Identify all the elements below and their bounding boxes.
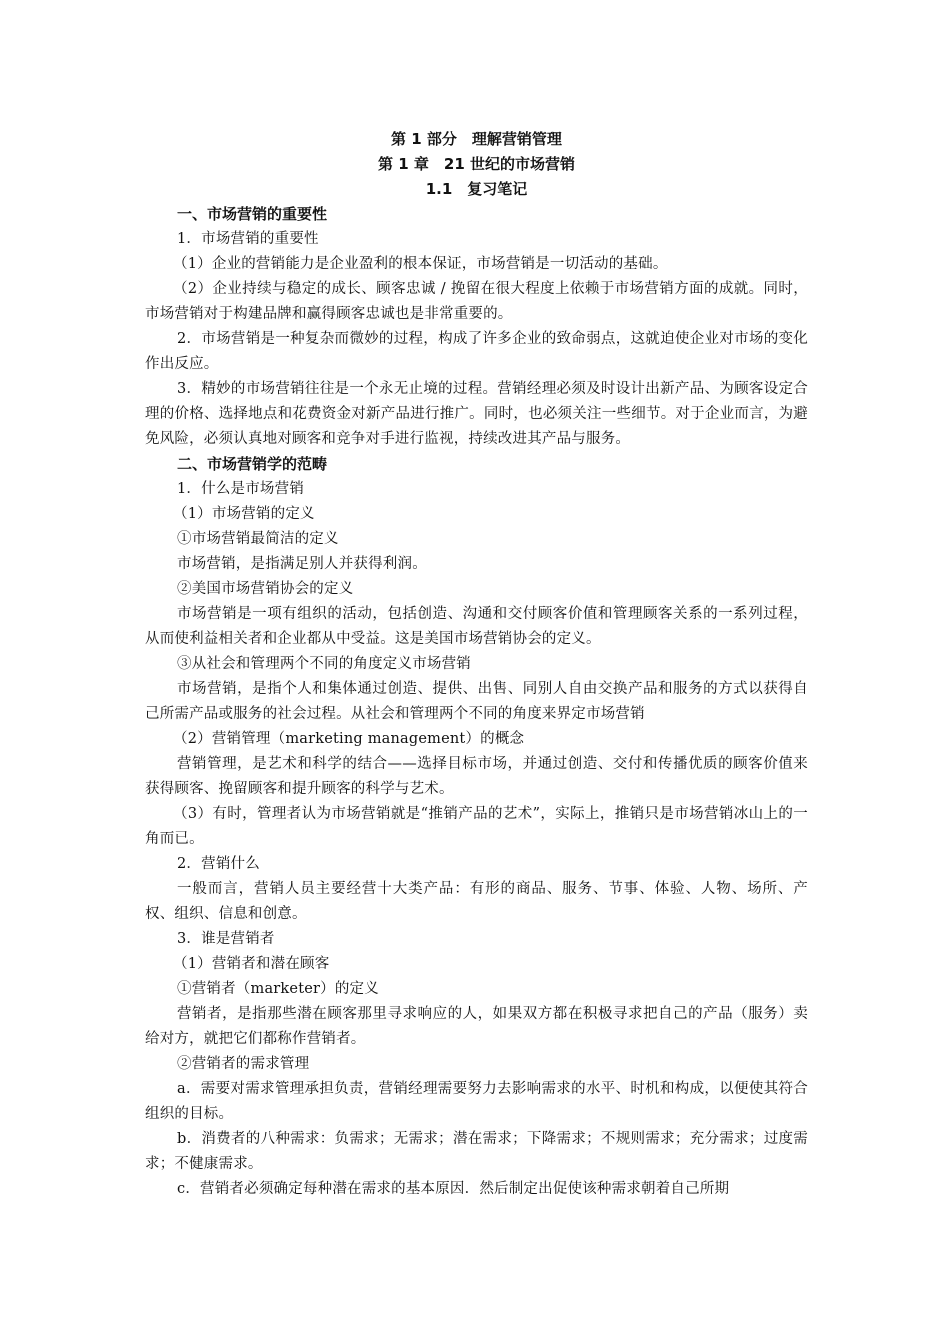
body-paragraph: （1）市场营销的定义 — [173, 506, 315, 522]
body-paragraph: 营销者，是指那些潜在顾客那里寻求响应的人，如果双方都在积极寻求把自己的产品（服务）卖给对方，就把它们都称作营销者。 — [145, 1006, 808, 1047]
body-paragraph: c．营销者必须确定每种潜在需求的基本原因．然后制定出促使该种需求朝着自己所期 — [177, 1181, 730, 1197]
body-paragraph: 市场营销，是指满足别人并获得利润。 — [177, 556, 427, 572]
body-paragraph: 3．谁是营销者 — [177, 931, 275, 947]
body-paragraph: （2）企业持续与稳定的成长、顾客忠诚 / 挽留在很大程度上依赖于市场营销方面的成就。同时，市场营销对于构建品牌和赢得顾客忠诚也是非常重要的。 — [145, 281, 808, 322]
section-heading: 一、市场营销的重要性 — [177, 205, 328, 223]
body-paragraph: 市场营销，是指个人和集体通过创造、提供、出售、同别人自由交换产品和服务的方式以获得自己所需产品或服务的社会过程。从社会和管理两个不同的角度来界定市场营销 — [145, 681, 808, 722]
body-paragraph: （2）营销管理（marketing management）的概念 — [173, 731, 525, 747]
section-heading: 二、市场营销学的范畴 — [177, 455, 328, 473]
body-paragraph: 营销管理，是艺术和科学的结合——选择目标市场，并通过创造、交付和传播优质的顾客价值来获得顾客、挽留顾客和提升顾客的科学与艺术。 — [145, 756, 808, 797]
body-paragraph: 一般而言，营销人员主要经营十大类产品：有形的商品、服务、节事、体验、人物、场所、产权、组织、信息和创意。 — [145, 881, 808, 922]
body-paragraph: ②营销者的需求管理 — [177, 1056, 310, 1072]
body-paragraph: b．消费者的八种需求：负需求；无需求；潜在需求；下降需求；不规则需求；充分需求；过度需求；不健康需求。 — [145, 1131, 808, 1172]
section-title: 1.1 复习笔记 — [425, 180, 528, 198]
body-paragraph: ②美国市场营销协会的定义 — [177, 581, 354, 597]
body-paragraph: （3）有时，管理者认为市场营销就是“推销产品的艺术”，实际上，推销只是市场营销冰山上的一角而已。 — [145, 806, 808, 847]
body-paragraph: ①市场营销最简洁的定义 — [177, 531, 339, 547]
body-paragraph: a．需要对需求管理承担负责，营销经理需要努力去影响需求的水平、时机和构成，以便使其符合组织的目标。 — [145, 1081, 808, 1122]
body-paragraph: 1．市场营销的重要性 — [177, 231, 319, 247]
body-paragraph: ①营销者（marketer）的定义 — [177, 981, 379, 997]
body-paragraph: 3．精妙的市场营销往往是一个永无止境的过程。营销经理必须及时设计出新产品、为顾客设定合理的价格、选择地点和花费资金对新产品进行推广。同时，也必须关注一些细节。对于企业而言，为避免风险，必须认真地对顾客和竞争对手进行监视，持续改进其产品与服务。 — [145, 381, 808, 447]
body-paragraph: 2．营销什么 — [177, 856, 260, 872]
part-title: 第 1 部分 理解营销管理 — [391, 130, 562, 148]
body-paragraph: 1．什么是市场营销 — [177, 481, 305, 497]
body-paragraph: （1）企业的营销能力是企业盈利的根本保证，市场营销是一切活动的基础。 — [173, 256, 668, 272]
chapter-title: 第 1 章 21 世纪的市场营销 — [378, 155, 575, 173]
body-paragraph: 2．市场营销是一种复杂而微妙的过程，构成了许多企业的致命弱点，这就迫使企业对市场的变化作出反应。 — [145, 331, 808, 372]
body-paragraph: （1）营销者和潜在顾客 — [173, 956, 330, 972]
document-body — [145, 127, 808, 1202]
body-paragraph: 市场营销是一项有组织的活动，包括创造、沟通和交付顾客价值和管理顾客关系的一系列过程，从而使利益相关者和企业都从中受益。这是美国市场营销协会的定义。 — [145, 606, 808, 647]
body-paragraph: ③从社会和管理两个不同的角度定义市场营销 — [177, 656, 471, 672]
document-text — [145, 202, 808, 1202]
